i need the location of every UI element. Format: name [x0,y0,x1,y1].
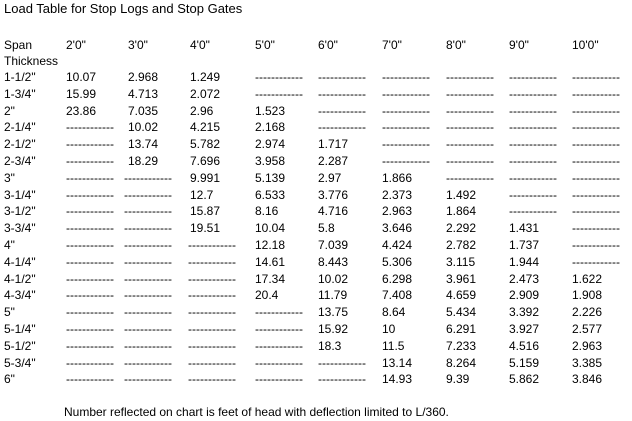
empty-cell: ------------ [572,86,620,101]
empty-cell: ------------ [188,322,236,336]
load-value-cell: 8.443 [318,254,349,269]
empty-cell: ------------ [382,86,430,101]
empty-cell: ------------ [318,86,366,101]
empty-cell: ------------ [188,254,236,269]
empty-cell: ------------ [318,355,366,370]
empty-cell: ------------ [318,120,366,135]
load-value-cell: 2.963 [572,338,603,353]
load-value-cell: 1.622 [572,271,603,286]
span-label: Span [4,38,33,52]
load-value-cell: 5.8 [318,221,335,236]
empty-cell: ------------ [318,372,366,387]
empty-cell: ------------ [382,154,430,168]
empty-cell: ------------ [572,187,620,202]
load-value-cell: 4.713 [128,86,159,101]
empty-cell: ------------ [382,70,430,84]
table-row [0,355,632,371]
table-row [0,271,632,287]
row-thickness: 3-1/4" [4,187,36,202]
load-value-cell: 3.646 [382,221,413,236]
empty-cell: ------------ [66,254,114,269]
thickness-label: Thickness [4,54,59,68]
empty-cell: ------------ [66,204,114,219]
load-value-cell: 5.862 [509,372,540,387]
table-row [0,254,632,270]
empty-cell: ------------ [124,271,172,286]
span-header-8ft: 8'0" [446,38,466,52]
table-row [0,237,632,253]
empty-cell: ------------ [572,204,620,219]
empty-cell: ------------ [124,305,172,320]
load-value-cell: 7.233 [446,338,477,353]
load-value-cell: 1.864 [446,204,477,219]
load-value-cell: 3.958 [255,154,286,168]
span-header-9ft: 9'0" [509,38,529,52]
load-value-cell: 17.34 [255,271,286,286]
load-value-cell: 5.434 [446,305,477,320]
empty-cell: ------------ [509,70,557,84]
load-value-cell: 1.523 [255,103,286,118]
empty-cell: ------------ [124,372,172,387]
empty-cell: ------------ [188,355,236,370]
load-value-cell: 1.908 [572,288,603,303]
load-value-cell: 15.92 [318,322,349,336]
empty-cell: ------------ [66,137,114,152]
empty-cell: ------------ [188,238,236,252]
load-value-cell: 8.264 [446,355,477,370]
load-value-cell: 2.577 [572,322,603,336]
load-value-cell: 3.846 [572,372,603,387]
table-row [0,338,632,354]
load-value-cell: 8.64 [382,305,406,320]
empty-cell: ------------ [66,221,114,236]
empty-cell: ------------ [66,338,114,353]
load-value-cell: 9.991 [190,170,221,185]
row-thickness: 3-1/2" [4,204,36,219]
empty-cell: ------------ [318,103,366,118]
load-value-cell: 20.4 [255,288,279,303]
load-value-cell: 7.408 [382,288,413,303]
empty-cell: ------------ [124,238,172,252]
row-thickness: 2-1/4" [4,120,36,135]
empty-cell: ------------ [188,288,236,303]
empty-cell: ------------ [124,187,172,202]
empty-cell: ------------ [124,322,172,336]
empty-cell: ------------ [572,137,620,152]
span-header-5ft: 5'0" [255,38,275,52]
empty-cell: ------------ [446,170,494,185]
empty-cell: ------------ [188,305,236,320]
table-row [0,287,632,303]
empty-cell: ------------ [66,372,114,387]
empty-cell: ------------ [509,120,557,135]
load-value-cell: 10 [382,322,396,336]
empty-cell: ------------ [572,170,620,185]
row-thickness: 5-1/4" [4,322,36,336]
row-thickness: 5" [4,305,15,320]
load-value-cell: 18.3 [318,338,342,353]
load-value-cell: 12.18 [255,238,286,252]
load-value-cell: 18.29 [128,154,159,168]
table-row [0,136,632,152]
load-value-cell: 2.072 [190,86,221,101]
load-value-cell: 14.61 [255,254,286,269]
empty-cell: ------------ [66,305,114,320]
load-value-cell: 1.737 [509,238,540,252]
empty-cell: ------------ [66,288,114,303]
load-value-cell: 23.86 [66,103,97,118]
load-value-cell: 13.75 [318,305,349,320]
load-value-cell: 6.533 [255,187,286,202]
empty-cell: ------------ [188,372,236,387]
table-row [0,69,632,85]
empty-cell: ------------ [124,170,172,185]
empty-cell: ------------ [124,355,172,370]
empty-cell: ------------ [318,70,366,84]
row-thickness: 3-3/4" [4,221,36,236]
load-value-cell: 15.99 [66,86,97,101]
empty-cell: ------------ [509,86,557,101]
empty-cell: ------------ [124,254,172,269]
load-value-cell: 8.16 [255,204,279,219]
table-row [0,203,632,219]
load-value-cell: 4.659 [446,288,477,303]
empty-cell: ------------ [446,103,494,118]
load-value-cell: 6.298 [382,271,413,286]
empty-cell: ------------ [66,238,114,252]
load-value-cell: 7.035 [128,103,159,118]
load-value-cell: 13.14 [382,355,413,370]
empty-cell: ------------ [188,338,236,353]
load-value-cell: 2.373 [382,187,413,202]
span-header-3ft: 3'0" [128,38,148,52]
row-thickness: 5-1/2" [4,338,36,353]
thickness-header-row [0,53,632,69]
load-value-cell: 15.87 [190,204,221,219]
load-value-cell: 2.782 [446,238,477,252]
load-value-cell: 2.226 [572,305,603,320]
load-value-cell: 1.249 [190,70,221,84]
table-row [0,86,632,102]
span-header-4ft: 4'0" [190,38,210,52]
empty-cell: ------------ [255,372,303,387]
load-value-cell: 11.5 [382,338,405,353]
load-value-cell: 2.909 [509,288,540,303]
row-thickness: 2-3/4" [4,154,36,168]
empty-cell: ------------ [572,103,620,118]
empty-cell: ------------ [382,120,430,135]
load-value-cell: 2.287 [318,154,349,168]
row-thickness: 2-1/2" [4,137,36,152]
load-value-cell: 3.115 [446,254,476,269]
load-value-cell: 3.392 [509,305,540,320]
span-header-7ft: 7'0" [382,38,402,52]
empty-cell: ------------ [66,271,114,286]
load-value-cell: 12.7 [190,187,214,202]
load-value-cell: 3.961 [446,271,477,286]
table-row [0,371,632,387]
load-value-cell: 1.866 [382,170,413,185]
load-value-cell: 5.782 [190,137,221,152]
load-value-cell: 2.292 [446,221,477,236]
load-value-cell: 11.79 [318,288,348,303]
row-thickness: 1-1/2" [4,70,36,84]
empty-cell: ------------ [572,120,620,135]
empty-cell: ------------ [572,154,620,168]
load-value-cell: 2.963 [382,204,413,219]
empty-cell: ------------ [124,221,172,236]
span-header-10ft: 10'0" [572,38,599,52]
empty-cell: ------------ [382,137,430,152]
load-value-cell: 9.39 [446,372,470,387]
load-value-cell: 5.139 [255,170,286,185]
load-value-cell: 5.306 [382,254,413,269]
empty-cell: ------------ [446,154,494,168]
empty-cell: ------------ [572,221,620,236]
load-value-cell: 1.431 [509,221,540,236]
empty-cell: ------------ [382,103,430,118]
load-value-cell: 13.74 [128,137,159,152]
empty-cell: ------------ [509,103,557,118]
empty-cell: ------------ [66,120,114,135]
row-thickness: 2" [4,103,15,118]
empty-cell: ------------ [255,305,303,320]
empty-cell: ------------ [572,70,620,84]
row-thickness: 4" [4,238,15,252]
empty-cell: ------------ [66,154,114,168]
empty-cell: ------------ [446,137,494,152]
empty-cell: ------------ [255,86,303,101]
empty-cell: ------------ [124,338,172,353]
load-value-cell: 2.473 [509,271,540,286]
load-value-cell: 3.385 [572,355,603,370]
load-value-cell: 3.776 [318,187,349,202]
load-value-cell: 1.944 [509,254,540,269]
empty-cell: ------------ [509,170,557,185]
empty-cell: ------------ [509,137,557,152]
load-value-cell: 10.04 [255,221,286,236]
span-header-2ft: 2'0" [66,38,86,52]
load-value-cell: 4.716 [318,204,349,219]
load-value-cell: 4.516 [509,338,540,353]
load-value-cell: 2.168 [255,120,286,135]
load-value-cell: 14.93 [382,372,413,387]
load-value-cell: 10.07 [66,70,97,84]
row-thickness: 4-3/4" [4,288,36,303]
row-thickness: 1-3/4" [4,86,36,101]
table-row [0,220,632,236]
load-value-cell: 10.02 [128,120,159,135]
table-row [0,103,632,119]
load-value-cell: 2.974 [255,137,286,152]
row-thickness: 6" [4,372,15,387]
empty-cell: ------------ [446,120,494,135]
load-value-cell: 6.291 [446,322,477,336]
empty-cell: ------------ [446,86,494,101]
load-value-cell: 1.492 [446,187,477,202]
footnote: Number reflected on chart is feet of head with deflection limited to L/360. [64,405,449,419]
page-title: Load Table for Stop Logs and Stop Gates [4,1,243,16]
row-thickness: 4-1/2" [4,271,36,286]
load-value-cell: 19.51 [190,221,221,236]
table-row [0,321,632,337]
empty-cell: ------------ [66,170,114,185]
table-header-row [0,37,632,53]
load-value-cell: 2.968 [128,70,159,84]
empty-cell: ------------ [572,238,620,252]
empty-cell: ------------ [255,355,303,370]
empty-cell: ------------ [572,254,620,269]
empty-cell: ------------ [66,355,114,370]
load-value-cell: 3.927 [509,322,540,336]
empty-cell: ------------ [509,187,557,202]
load-value-cell: 4.424 [382,238,413,252]
empty-cell: ------------ [255,322,303,336]
load-value-cell: 7.696 [190,154,221,168]
load-value-cell: 4.215 [190,120,221,135]
empty-cell: ------------ [446,70,494,84]
table-row [0,304,632,320]
load-value-cell: 2.96 [190,103,214,118]
empty-cell: ------------ [509,154,557,168]
row-thickness: 4-1/4" [4,254,36,269]
empty-cell: ------------ [255,70,303,84]
table-row [0,170,632,186]
table-row [0,153,632,169]
load-value-cell: 1.717 [318,137,349,152]
row-thickness: 5-3/4" [4,355,36,370]
table-row [0,119,632,135]
empty-cell: ------------ [509,204,557,219]
span-header-6ft: 6'0" [318,38,338,52]
load-value-cell: 2.97 [318,170,342,185]
load-value-cell: 7.039 [318,238,349,252]
empty-cell: ------------ [124,204,172,219]
empty-cell: ------------ [66,187,114,202]
load-value-cell: 5.159 [509,355,540,370]
row-thickness: 3" [4,170,15,185]
table-row [0,187,632,203]
empty-cell: ------------ [188,271,236,286]
empty-cell: ------------ [124,288,172,303]
empty-cell: ------------ [255,338,303,353]
empty-cell: ------------ [66,322,114,336]
load-value-cell: 10.02 [318,271,349,286]
